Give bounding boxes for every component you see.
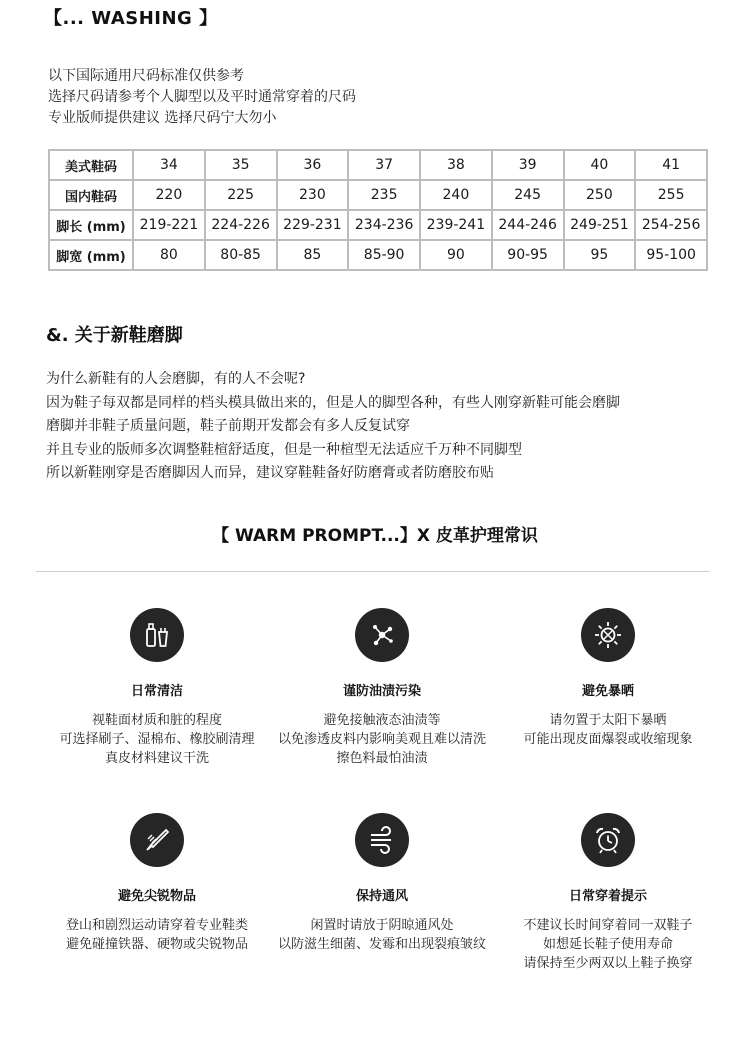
size-table-cell: 229-231: [277, 210, 349, 240]
size-table-cell: 219-221: [133, 210, 205, 240]
new-shoe-blister-title: &. 关于新鞋磨脚: [46, 325, 183, 346]
care-item-desc: [262, 916, 502, 954]
size-table-row-label: 美式鞋码: [49, 150, 133, 180]
care-line: 真皮材料建议干洗: [104, 751, 209, 766]
paragraph-line: 为什么新鞋有的人会磨脚，有的人不会呢?: [46, 371, 306, 387]
size-table-row-label: 国内鞋码: [49, 180, 133, 210]
care-item-daily-wear: [488, 813, 728, 973]
paragraph-line: 并且专业的版师多次调整鞋楦舒适度，但是一种楦型无法适应千万种不同脚型: [46, 441, 522, 458]
size-table-cell: 80-85: [205, 240, 277, 270]
care-line: 可选择刷子、湿棉布、橡胶刷清理: [59, 732, 255, 747]
size-table-cell: 35: [205, 150, 277, 180]
size-table-row: [49, 240, 707, 270]
care-item-desc: [37, 711, 277, 768]
care-item-desc: [488, 916, 728, 973]
care-item-title: 谨防油渍污染: [342, 684, 421, 699]
sun-icon: [581, 608, 635, 662]
size-table-cell: 254-256: [635, 210, 707, 240]
divider: [36, 571, 710, 572]
care-item-daily-cleaning: [37, 608, 277, 768]
size-table-cell: 239-241: [420, 210, 492, 240]
care-line: 不建议长时间穿着同一双鞋子: [523, 918, 693, 933]
care-line: 登山和剧烈运动请穿着专业鞋类: [65, 918, 248, 933]
care-line: 可能出现皮面爆裂或收缩现象: [523, 732, 693, 747]
intro-line: 专业版师提供建议 选择尺码宁大勿小: [48, 110, 277, 126]
paragraph-line: 因为鞋子每双都是同样的档头模具做出来的，但是人的脚型各种，有些人刚穿新鞋可能会磨脚: [46, 394, 620, 411]
size-table-row: [49, 210, 707, 240]
size-table-cell: 234-236: [348, 210, 420, 240]
intro-line: 选择尺码请参考个人脚型以及平时通常穿着的尺码: [48, 89, 356, 105]
care-item-sharp-objects: [37, 813, 277, 954]
care-item-oil-stain: [262, 608, 502, 768]
size-table-cell: 235: [348, 180, 420, 210]
intro-line: 以下国际通用尺码标准仅供参考: [48, 68, 244, 84]
care-line: 避免接触液态油渍等: [323, 713, 441, 728]
care-item-desc: [262, 711, 502, 768]
care-line: 视鞋面材质和脏的程度: [91, 713, 222, 728]
washing-title: 【... WASHING 】: [44, 8, 218, 29]
size-table-cell: 38: [420, 150, 492, 180]
care-line: 以防滋生细菌、发霉和出现裂痕皱纹: [277, 937, 486, 952]
size-table-cell: 85: [277, 240, 349, 270]
cleaning-bottles-icon: [130, 608, 184, 662]
paragraph-line: 所以新鞋刚穿是否磨脚因人而异，建议穿鞋鞋备好防磨膏或者防磨胶布贴: [46, 465, 494, 481]
size-table-cell: 244-246: [492, 210, 564, 240]
size-table-cell: 90: [420, 240, 492, 270]
stain-splash-icon: [355, 608, 409, 662]
size-table-cell: 225: [205, 180, 277, 210]
size-table-cell: 250: [564, 180, 636, 210]
size-table-cell: 95-100: [635, 240, 707, 270]
care-line: 避免碰撞铁器、硬物或尖锐物品: [65, 937, 248, 952]
size-table-row-label: 脚长 (mm): [49, 210, 133, 240]
paragraph-line: 磨脚并非鞋子质量问题，鞋子前期开发都会有多人反复试穿: [46, 418, 410, 434]
care-line: 闲置时请放于阴晾通风处: [310, 918, 454, 933]
size-table-cell: 40: [564, 150, 636, 180]
care-item-desc: [488, 711, 728, 749]
size-table-cell: 39: [492, 150, 564, 180]
care-line: 如想延长鞋子使用寿命: [542, 937, 673, 952]
care-item-title: 日常穿着提示: [568, 889, 647, 904]
care-item-sunlight: [488, 608, 728, 749]
size-table-cell: 36: [277, 150, 349, 180]
size-table-row: [49, 150, 707, 180]
size-table-cell: 230: [277, 180, 349, 210]
size-table-cell: 34: [133, 150, 205, 180]
alarm-clock-icon: [581, 813, 635, 867]
size-table-cell: 90-95: [492, 240, 564, 270]
care-line: 请保持至少两双以上鞋子换穿: [523, 956, 693, 971]
size-table-cell: 85-90: [348, 240, 420, 270]
care-line: 以免渗透皮料内影响美观且难以清洗: [277, 732, 486, 747]
care-item-title: 避免暴晒: [581, 684, 634, 699]
size-table-row: [49, 180, 707, 210]
care-item-title: 保持通风: [355, 889, 408, 904]
size-table-cell: 95: [564, 240, 636, 270]
size-intro: [48, 66, 356, 129]
size-table-cell: 220: [133, 180, 205, 210]
care-item-desc: [37, 916, 277, 954]
size-table-cell: 37: [348, 150, 420, 180]
size-chart-table: [48, 149, 708, 271]
care-line: 请勿置于太阳下暴晒: [549, 713, 667, 728]
size-table-cell: 80: [133, 240, 205, 270]
size-table-row-label: 脚宽 (mm): [49, 240, 133, 270]
new-shoe-blister-paragraph: [46, 368, 620, 486]
size-table-cell: 249-251: [564, 210, 636, 240]
size-table-cell: 245: [492, 180, 564, 210]
wind-icon: [355, 813, 409, 867]
care-item-ventilation: [262, 813, 502, 954]
care-item-title: 日常清洁: [130, 684, 183, 699]
care-line: 擦色料最怕油渍: [336, 751, 428, 766]
warm-prompt-title: 【 WARM PROMPT...】X 皮革护理常识: [212, 526, 538, 546]
size-table-cell: 41: [635, 150, 707, 180]
size-table-cell: 240: [420, 180, 492, 210]
size-table-cell: 224-226: [205, 210, 277, 240]
care-item-title: 避免尖锐物品: [117, 889, 196, 904]
blade-icon: [130, 813, 184, 867]
size-table-cell: 255: [635, 180, 707, 210]
